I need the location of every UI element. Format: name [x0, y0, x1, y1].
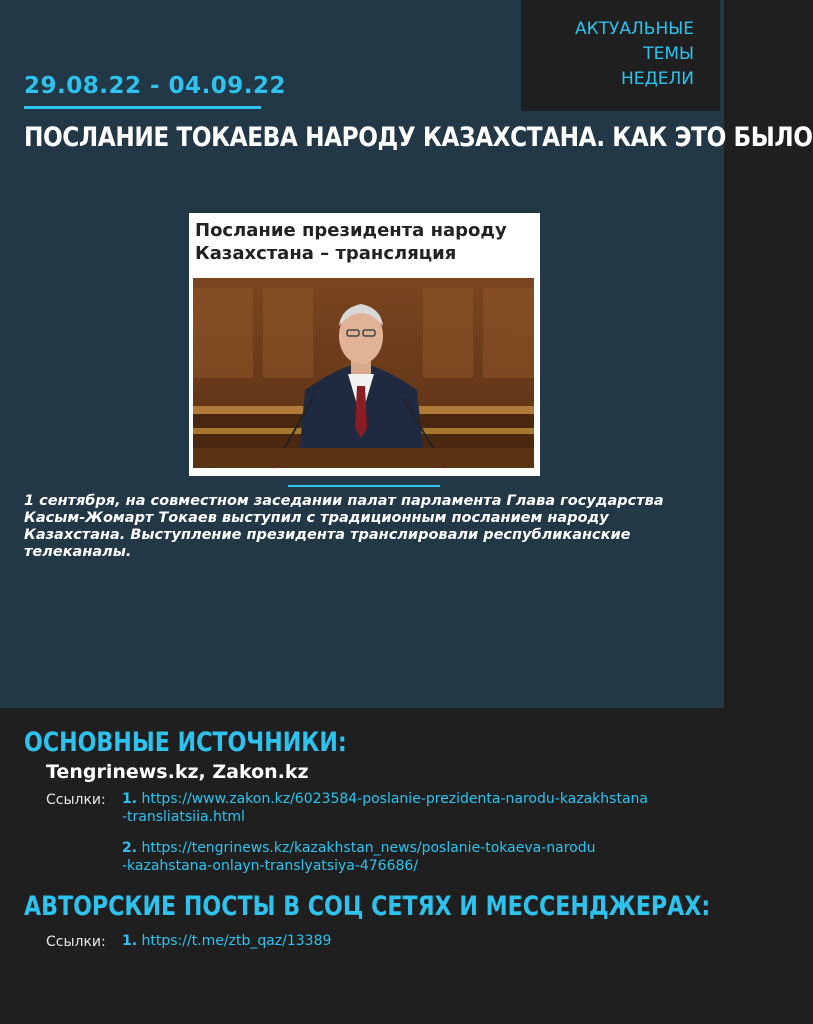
news-caption: 1 сентября, на совместном заседании палат парламента Глава государства Касым-Жомарт Токаев выступил с традиционным посланием народу Казахстана. Выступление президента транслировали республиканские телеканалы.	[24, 493, 664, 560]
caption-divider	[288, 485, 440, 487]
link-url[interactable]: https://t.me/ztb_qaz/13389	[141, 933, 332, 949]
badge-line-1: АКТУАЛЬНЫЕ ТЕМЫ	[574, 19, 694, 64]
page-title: ПОСЛАНИЕ ТОКАЕВА НАРОДУ КАЗАХСТАНА. КАК ЭТО БЫЛО	[24, 122, 813, 153]
link-url-line-1[interactable]: https://www.zakon.kz/6023584-poslanie-prezidenta-narodu-kazakhstana	[141, 791, 648, 807]
source-link-1[interactable]	[122, 790, 712, 826]
link-url-line-1[interactable]: https://tengrinews.kz/kazakhstan_news/poslanie-tokaeva-narodu	[141, 840, 596, 856]
link-url-line-2[interactable]: -transliatsiia.html	[122, 809, 245, 825]
weekly-topics-badge	[521, 0, 720, 111]
image-title-line-2: Казахстана – трансляция	[195, 243, 457, 264]
link-url-line-2[interactable]: -kazahstana-onlayn-translyatsiya-476686/	[122, 858, 419, 874]
date-underline	[24, 106, 261, 109]
president-speech-photo	[193, 278, 534, 468]
image-title	[195, 219, 535, 265]
source-names: Tengrinews.kz, Zakon.kz	[46, 761, 309, 783]
sources-links-label: Ссылки:	[46, 792, 106, 808]
sources-heading: ОСНОВНЫЕ ИСТОЧНИКИ:	[24, 727, 347, 758]
link-number: 2.	[122, 840, 138, 856]
link-number: 1.	[122, 933, 138, 949]
news-image-card	[189, 213, 540, 476]
source-link-2[interactable]	[122, 839, 712, 875]
image-title-line-1: Послание президента народу	[195, 220, 507, 241]
date-range: 29.08.22 - 04.09.22	[24, 73, 287, 99]
author-posts-heading: АВТОРСКИЕ ПОСТЫ В СОЦ СЕТЯХ И МЕССЕНДЖЕРАХ:	[24, 891, 711, 922]
badge-line-2: НЕДЕЛИ	[620, 69, 694, 89]
link-number: 1.	[122, 791, 138, 807]
posts-links-label: Ссылки:	[46, 934, 106, 950]
post-link-1[interactable]	[122, 932, 712, 950]
